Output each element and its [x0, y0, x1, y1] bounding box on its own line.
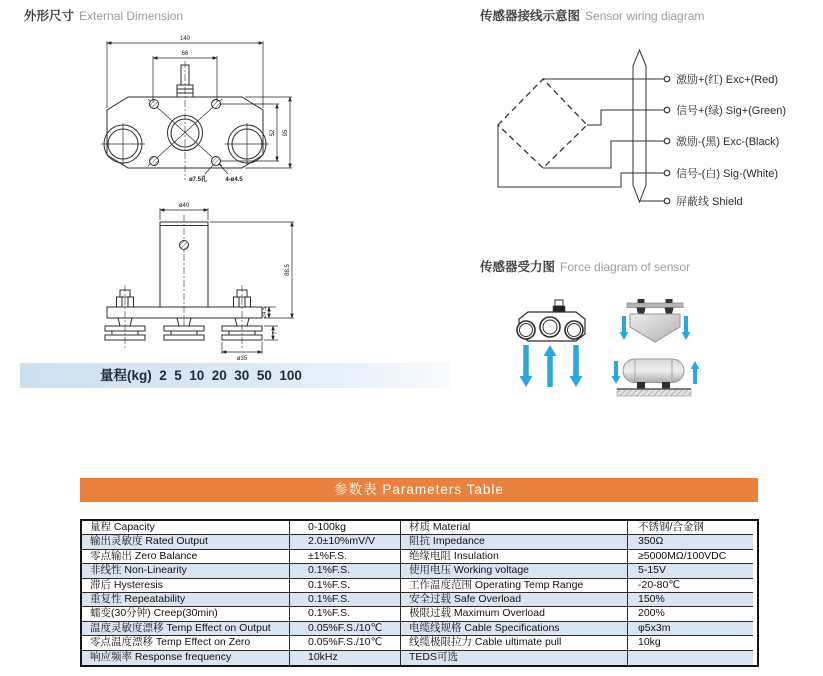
param-value: 5-15V	[628, 564, 753, 578]
dim-foot-height: 7	[272, 331, 279, 335]
param-label: 绝缘电阻 Insulation	[401, 550, 628, 564]
dim-center-hole: ø7.5孔	[188, 177, 208, 183]
terminal-shield	[664, 198, 670, 204]
external-dimension-title-zh: 外形尺寸	[24, 9, 75, 23]
bolt-hole	[150, 100, 159, 109]
arrow-down-icon	[620, 316, 629, 340]
wire-label-shield: 屏蔽线 Shield	[676, 196, 743, 208]
dim-overall-height: 95	[283, 129, 289, 137]
param-label: 材质 Material	[401, 521, 628, 535]
wheatstone-bridge-icon	[498, 79, 587, 168]
bolt-hole	[150, 157, 159, 166]
hopper-application	[620, 299, 691, 342]
ground	[617, 389, 691, 396]
external-dimension-drawing	[70, 28, 400, 363]
force-diagram	[455, 283, 755, 423]
force-diagram-title	[480, 257, 690, 276]
arrow-down-icon	[682, 316, 691, 340]
arrow-down-icon	[570, 345, 583, 387]
param-value: 0.1%F.S.	[290, 579, 401, 593]
top-view-drawing	[101, 61, 269, 180]
external-dimension-title-en: External Dimension	[79, 9, 184, 23]
param-value: 350Ω	[628, 535, 753, 549]
param-value	[628, 651, 753, 665]
param-value: 0.1%F.S.	[290, 593, 401, 607]
beam	[627, 303, 683, 308]
param-value: 10kHz	[290, 651, 401, 665]
wiring-diagram-title-en: Sensor wiring diagram	[585, 9, 705, 23]
param-label: 阻抗 Impedance	[401, 535, 628, 549]
bolt-hole	[212, 100, 221, 109]
param-label: 零点输出 Zero Balance	[82, 550, 290, 564]
force-diagram-title-zh: 传感器受力图	[480, 260, 556, 274]
dim-base-height: 24.5	[262, 306, 268, 319]
param-value: 0-100kg	[290, 521, 401, 535]
param-label: 零点温度漂移 Temp Effect on Zero	[82, 636, 290, 650]
param-label: 量程 Capacity	[82, 521, 290, 535]
param-label: 温度灵敏度漂移 Temp Effect on Output	[82, 622, 290, 636]
wiring-diagram-title-zh: 传感器接线示意图	[480, 9, 581, 23]
param-label: 线缆极限拉力 Cable ultimate pull	[401, 636, 628, 650]
parameters-table	[80, 519, 759, 667]
wire-label-exc-minus: 激励-(黑) Exc-(Black)	[676, 136, 780, 148]
arrow-up-icon	[544, 345, 557, 387]
param-value: ≥5000MΩ/100VDC	[628, 550, 753, 564]
tank-application	[612, 359, 700, 396]
param-value: 150%	[628, 593, 753, 607]
param-label: 输出灵敏度 Rated Output	[82, 535, 290, 549]
param-label: 响应频率 Response frequency	[82, 651, 290, 665]
param-label: 极限过载 Maximum Overload	[401, 607, 628, 621]
terminal-exc-minus	[664, 138, 670, 144]
wiring-diagram-title	[480, 6, 704, 25]
front-view-drawing	[105, 215, 262, 350]
param-label: 滞后 Hysteresis	[82, 579, 290, 593]
wire-label-sig-plus: 信号+(绿) Sig+(Green)	[676, 105, 787, 117]
dim-overall-width: 140	[179, 36, 191, 42]
external-dimension-title	[24, 6, 183, 25]
dim-foot-dia: ø35	[236, 356, 248, 362]
parameters-table-header: 参数表 Parameters Table	[80, 478, 758, 502]
param-label: 使用电压 Working voltage	[401, 564, 628, 578]
param-value: 10kg	[628, 636, 753, 650]
param-label: 电缆线规格 Cable Specifications	[401, 622, 628, 636]
param-value: 0.05%F.S./10℃	[290, 636, 401, 650]
param-value: 不锈钢/合金钢	[628, 521, 753, 535]
terminal-exc-plus	[664, 76, 670, 82]
param-label: 安全过载 Safe Overload	[401, 593, 628, 607]
dim-bolt-spacing: 66	[181, 51, 189, 57]
param-label: 重复性 Repeatability	[82, 593, 290, 607]
param-value: -20-80℃	[628, 579, 753, 593]
arrow-down-icon	[612, 361, 621, 384]
param-label: 蠕变(30分钟) Creep(30min)	[82, 607, 290, 621]
wire-label-sig-minus: 信号-(白) Sig-(White)	[676, 168, 779, 180]
sensor-wiring-diagram	[455, 35, 820, 235]
capacity-range-line: 量程(kg) 2 5 10 20 30 50 100	[20, 363, 450, 388]
tank-icon	[623, 359, 684, 383]
arrow-up-icon	[691, 361, 700, 384]
arrow-down-icon	[520, 345, 533, 387]
dim-inner-height: 52	[270, 129, 276, 137]
terminal-sig-plus	[664, 107, 670, 113]
param-label: TEDS可选	[401, 651, 628, 665]
param-value: 0.05%F.S./10℃	[290, 622, 401, 636]
param-value: 0.1%F.S.	[290, 607, 401, 621]
param-value: 0.1%F.S.	[290, 564, 401, 578]
param-label: 非线性 Non-Linearity	[82, 564, 290, 578]
param-value: 200%	[628, 607, 753, 621]
terminals	[664, 76, 670, 204]
force-arrows	[520, 345, 583, 387]
dim-corner-holes: 4-ø4.5	[225, 177, 243, 183]
dim-total-height: 88.5	[285, 264, 291, 276]
wire-label-exc-plus: 激励+(红) Exc+(Red)	[676, 74, 779, 86]
load-cell-icon	[517, 300, 585, 341]
terminal-sig-minus	[664, 170, 670, 176]
param-value: 2.0±10%mV/V	[290, 535, 401, 549]
force-diagram-title-en: Force diagram of sensor	[560, 260, 691, 274]
param-value: φ5x3m	[628, 622, 753, 636]
cable-sheath-icon	[633, 50, 646, 202]
param-value: ±1%F.S.	[290, 550, 401, 564]
param-label: 工作温度范围 Operating Temp Range	[401, 579, 628, 593]
hopper-icon	[630, 314, 680, 342]
dim-column-dia: ø40	[178, 203, 190, 209]
